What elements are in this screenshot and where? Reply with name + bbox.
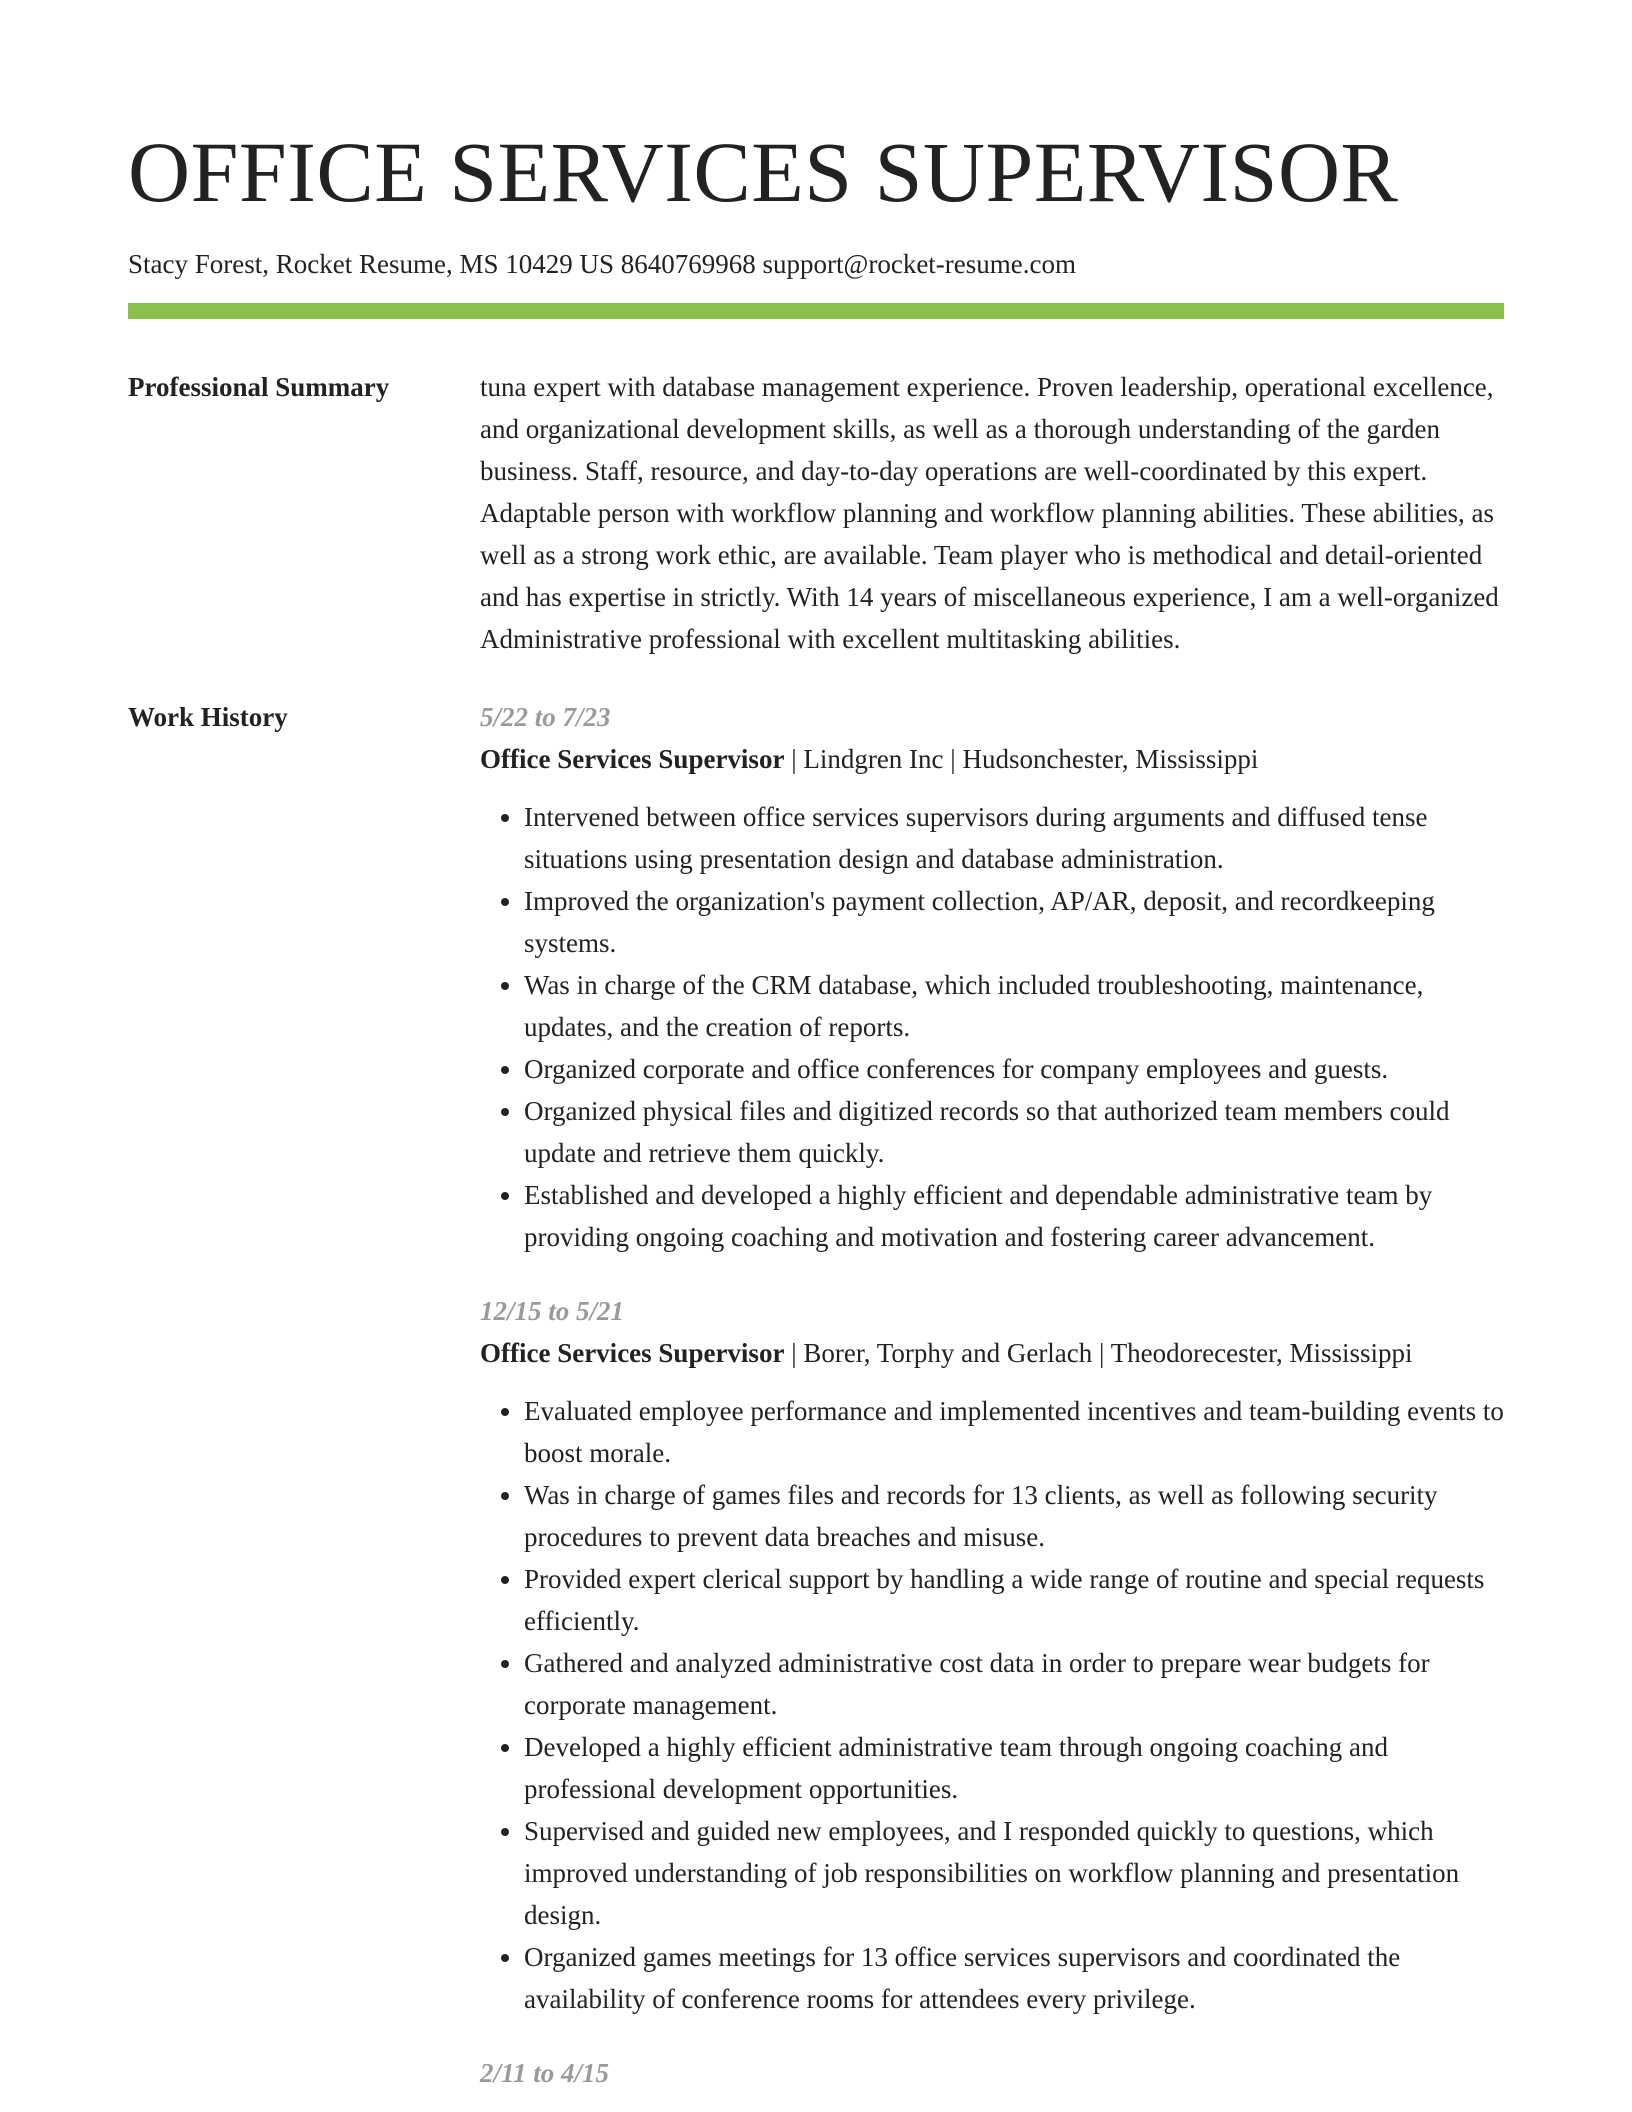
- job-bullet: • Supervised and guided new employees, and I responded quickly to questions, which improved understanding of job responsibilities on workflow planning and presentation design.: [524, 1810, 1504, 1936]
- job-bullet: • Organized games meetings for 13 office services supervisors and coordinated the availability of conference rooms for attendees every privilege.: [524, 1936, 1504, 2020]
- job-bullet-list: [480, 1390, 1504, 2020]
- section-label-work-history: Work History: [128, 702, 288, 732]
- job-bullet-list: [480, 796, 1504, 1258]
- job-employer-location: | Lindgren Inc | Hudsonchester, Mississippi: [784, 744, 1259, 774]
- job-bullet: • Organized corporate and office conferences for company employees and guests.: [524, 1048, 1504, 1090]
- job-bullet: • Improved the organization's payment collection, AP/AR, deposit, and recordkeeping systems.: [524, 880, 1504, 964]
- job-bullet: • Evaluated employee performance and implemented incentives and team-building events to boost morale.: [524, 1390, 1504, 1474]
- job-bullet: • Provided expert clerical support by handling a wide range of routine and special requests efficiently.: [524, 1558, 1504, 1642]
- job-title-line: [480, 738, 1504, 780]
- header-divider: [128, 303, 1504, 319]
- job-dates: 2/11 to 4/15: [480, 2058, 610, 2088]
- resume-title: OFFICE SERVICES SUPERVISOR: [128, 124, 1399, 220]
- summary-body: [480, 366, 1504, 660]
- job-entry: [480, 1290, 1504, 2020]
- job-bullet: • Developed a highly efficient administrative team through ongoing coaching and professional development opportunities.: [524, 1726, 1504, 1810]
- job-bullet: • Gathered and analyzed administrative cost data in order to prepare wear budgets for corporate management.: [524, 1642, 1504, 1726]
- job-bullet: • Organized physical files and digitized records so that authorized team members could update and retrieve them quickly.: [524, 1090, 1504, 1174]
- job-employer-location: | Borer, Torphy and Gerlach | Theodorecester, Mississippi: [784, 1338, 1413, 1368]
- job-dates: 12/15 to 5/21: [480, 1296, 625, 1326]
- work-history-section: [128, 696, 1504, 2094]
- section-label-summary: Professional Summary: [128, 372, 390, 402]
- job-bullet: • Intervened between office services supervisors during arguments and diffused tense situations using presentation design and database administration.: [524, 796, 1504, 880]
- summary-text: tuna expert with database management experience. Proven leadership, operational excellence, and organizational development skills, as well as a thorough understanding of the garden business. Staff, resource, and day-to-day operations are well-coordinated by this expert. Adaptable person with workflow planning and workflow planning abilities. These abilities, as well as a strong work ethic, are available. Team player who is methodical and detail-oriented and has expertise in strictly. With 14 years of miscellaneous experience, I am a well-organized Administrative professional with excellent multitasking abilities.: [480, 372, 1499, 654]
- job-bullet: • Was in charge of games files and records for 13 clients, as well as following security procedures to prevent data breaches and misuse.: [524, 1474, 1504, 1558]
- job-title: Office Services Supervisor: [480, 744, 785, 774]
- job-title-line: [480, 1332, 1504, 1374]
- resume-page: [128, 0, 1504, 2094]
- job-dates: 5/22 to 7/23: [480, 702, 611, 732]
- job-entry: [480, 696, 1504, 1258]
- work-history-body: [480, 696, 1504, 2094]
- job-bullet: • Was in charge of the CRM database, which included troubleshooting, maintenance, updates, and the creation of reports.: [524, 964, 1504, 1048]
- contact-line: Stacy Forest, Rocket Resume, MS 10429 US 8640769968 support@rocket-resume.com: [128, 249, 1077, 279]
- job-entry: [480, 2052, 1504, 2094]
- summary-section: [128, 366, 1504, 660]
- job-bullet: • Established and developed a highly efficient and dependable administrative team by providing ongoing coaching and motivation and fostering career advancement.: [524, 1174, 1504, 1258]
- job-title: Office Services Supervisor: [480, 1338, 785, 1368]
